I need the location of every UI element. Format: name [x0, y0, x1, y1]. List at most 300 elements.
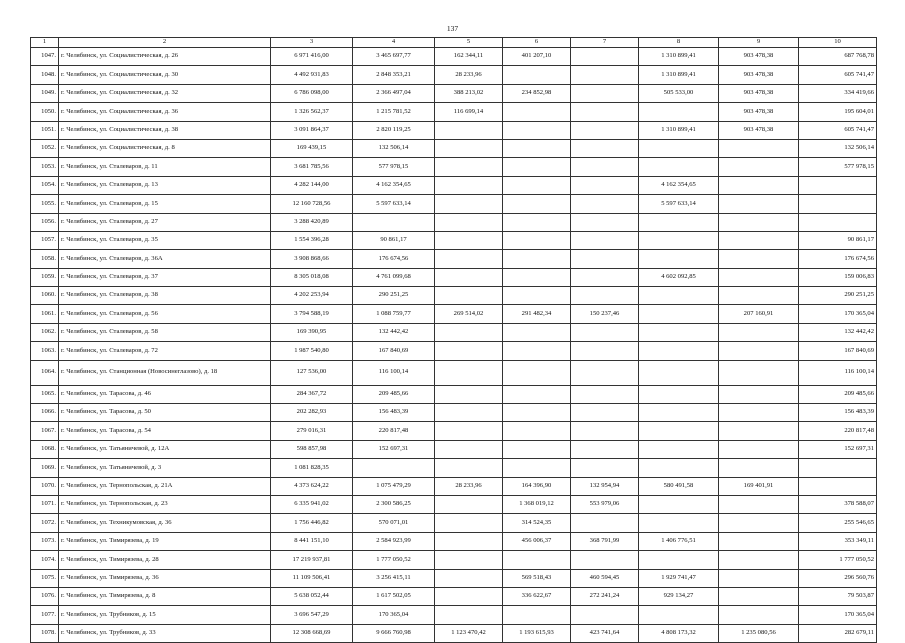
amount-cell: 1 987 540,80 [271, 342, 353, 360]
table-row [31, 514, 877, 532]
amount-cell: 5 597 633,14 [353, 195, 435, 213]
address-cell: г. Челябинск, ул. Тернопольская, д. 23 [59, 495, 271, 513]
amount-cell: 2 848 353,21 [353, 66, 435, 84]
amount-cell [719, 606, 799, 624]
amount-cell: 569 518,43 [503, 569, 571, 587]
table-row [31, 385, 877, 403]
amount-cell [639, 103, 719, 121]
amount-cell [639, 305, 719, 323]
row-number-cell: 1057. [31, 231, 59, 249]
amount-cell: 90 861,17 [799, 231, 877, 249]
amount-cell [571, 287, 639, 305]
amount-cell [435, 606, 503, 624]
amount-cell: 290 251,25 [799, 287, 877, 305]
amount-cell [719, 139, 799, 157]
table-row [31, 477, 877, 495]
amount-cell: 284 367,72 [271, 385, 353, 403]
amount-cell: 1 777 050,52 [799, 551, 877, 569]
amount-cell: 4 761 099,68 [353, 268, 435, 286]
amount-cell: 176 674,56 [799, 250, 877, 268]
address-cell: г. Челябинск, ул. Тарасова, д. 46 [59, 385, 271, 403]
amount-cell [799, 176, 877, 194]
amount-cell [503, 551, 571, 569]
table-row [31, 422, 877, 440]
amount-cell: 336 622,67 [503, 587, 571, 605]
amount-cell [503, 404, 571, 422]
amount-cell [503, 195, 571, 213]
table-row [31, 495, 877, 513]
amount-cell [571, 121, 639, 139]
amount-cell: 5 597 633,14 [639, 195, 719, 213]
row-number-cell: 1077. [31, 606, 59, 624]
amount-cell: 12 308 668,69 [271, 624, 353, 642]
amount-cell: 1 554 396,28 [271, 231, 353, 249]
amount-cell: 220 817,48 [353, 422, 435, 440]
amount-cell [719, 404, 799, 422]
amount-cell: 1 310 899,41 [639, 121, 719, 139]
table-row [31, 606, 877, 624]
row-number-cell: 1073. [31, 532, 59, 550]
amount-cell: 314 524,35 [503, 514, 571, 532]
register-table [30, 37, 877, 643]
amount-cell [719, 342, 799, 360]
table-row [31, 360, 877, 385]
amount-cell: 903 478,38 [719, 48, 799, 66]
amount-cell: 570 071,01 [353, 514, 435, 532]
amount-cell: 580 491,58 [639, 477, 719, 495]
amount-cell: 132 954,94 [571, 477, 639, 495]
amount-cell [571, 385, 639, 403]
column-header: 9 [719, 38, 799, 48]
table-row [31, 195, 877, 213]
amount-cell [435, 323, 503, 341]
amount-cell [503, 422, 571, 440]
amount-cell [639, 404, 719, 422]
amount-cell [639, 287, 719, 305]
amount-cell [435, 342, 503, 360]
amount-cell [719, 551, 799, 569]
address-cell: г. Челябинск, ул. Тернопольская, д. 21А [59, 477, 271, 495]
amount-cell [571, 323, 639, 341]
amount-cell: 169 390,95 [271, 323, 353, 341]
amount-cell [639, 250, 719, 268]
amount-cell: 156 483,39 [799, 404, 877, 422]
amount-cell [571, 459, 639, 477]
amount-cell [503, 139, 571, 157]
address-cell: г. Челябинск, ул. Сталеваров, д. 37 [59, 268, 271, 286]
amount-cell [435, 139, 503, 157]
amount-cell [639, 495, 719, 513]
row-number-cell: 1062. [31, 323, 59, 341]
amount-cell: 3 465 697,77 [353, 48, 435, 66]
amount-cell [435, 404, 503, 422]
amount-cell: 195 604,01 [799, 103, 877, 121]
amount-cell [719, 440, 799, 458]
amount-cell: 903 478,38 [719, 84, 799, 102]
table-row [31, 532, 877, 550]
amount-cell: 3 091 864,37 [271, 121, 353, 139]
amount-cell: 132 506,14 [353, 139, 435, 157]
amount-cell: 4 373 624,22 [271, 477, 353, 495]
address-cell: г. Челябинск, ул. Сталеваров, д. 38 [59, 287, 271, 305]
amount-cell: 334 419,66 [799, 84, 877, 102]
amount-cell: 282 679,11 [799, 624, 877, 642]
amount-cell: 3 794 588,19 [271, 305, 353, 323]
amount-cell: 152 697,31 [799, 440, 877, 458]
table-row [31, 213, 877, 231]
address-cell: г. Челябинск, ул. Сталеваров, д. 15 [59, 195, 271, 213]
table-row [31, 158, 877, 176]
amount-cell [503, 459, 571, 477]
address-cell: г. Челябинск, ул. Сталеваров, д. 72 [59, 342, 271, 360]
amount-cell: 90 861,17 [353, 231, 435, 249]
amount-cell [435, 195, 503, 213]
address-cell: г. Челябинск, ул. Социалистическая, д. 30 [59, 66, 271, 84]
amount-cell [435, 385, 503, 403]
amount-cell: 1 406 776,51 [639, 532, 719, 550]
table-row [31, 587, 877, 605]
amount-cell [503, 213, 571, 231]
amount-cell [571, 360, 639, 385]
address-cell: г. Челябинск, ул. Тимирязева, д. 36 [59, 569, 271, 587]
amount-cell [435, 495, 503, 513]
row-number-cell: 1065. [31, 385, 59, 403]
amount-cell: 3 908 868,66 [271, 250, 353, 268]
table-row [31, 84, 877, 102]
amount-cell [503, 231, 571, 249]
amount-cell: 903 478,38 [719, 103, 799, 121]
amount-cell: 164 396,90 [503, 477, 571, 495]
address-cell: г. Челябинск, ул. Социалистическая, д. 32 [59, 84, 271, 102]
amount-cell [639, 360, 719, 385]
amount-cell: 3 288 420,89 [271, 213, 353, 231]
table-row [31, 440, 877, 458]
amount-cell [639, 158, 719, 176]
amount-cell [639, 514, 719, 532]
amount-cell: 12 160 728,56 [271, 195, 353, 213]
amount-cell: 116 100,14 [353, 360, 435, 385]
amount-cell: 2 820 119,25 [353, 121, 435, 139]
address-cell: г. Челябинск, ул. Сталеваров, д. 13 [59, 176, 271, 194]
amount-cell [435, 250, 503, 268]
amount-cell: 132 442,42 [353, 323, 435, 341]
amount-cell [571, 48, 639, 66]
amount-cell [503, 158, 571, 176]
address-cell: г. Челябинск, ул. Трубников, д. 15 [59, 606, 271, 624]
amount-cell: 903 478,38 [719, 66, 799, 84]
amount-cell: 170 365,04 [799, 305, 877, 323]
amount-cell: 8 305 018,08 [271, 268, 353, 286]
row-number-cell: 1050. [31, 103, 59, 121]
row-number-cell: 1055. [31, 195, 59, 213]
table-row [31, 323, 877, 341]
address-cell: г. Челябинск, ул. Татьяничевой, д. 3 [59, 459, 271, 477]
table-row [31, 569, 877, 587]
amount-cell: 152 697,31 [353, 440, 435, 458]
amount-cell [639, 139, 719, 157]
amount-cell: 1 310 899,41 [639, 66, 719, 84]
amount-cell: 3 681 785,56 [271, 158, 353, 176]
amount-cell: 169 439,15 [271, 139, 353, 157]
row-number-cell: 1061. [31, 305, 59, 323]
amount-cell: 220 817,48 [799, 422, 877, 440]
amount-cell [799, 213, 877, 231]
amount-cell: 202 282,93 [271, 404, 353, 422]
amount-cell: 1 310 899,41 [639, 48, 719, 66]
amount-cell: 4 492 931,83 [271, 66, 353, 84]
amount-cell: 116 699,14 [435, 103, 503, 121]
amount-cell: 598 857,98 [271, 440, 353, 458]
amount-cell: 456 006,37 [503, 532, 571, 550]
amount-cell: 1 617 502,05 [353, 587, 435, 605]
amount-cell [571, 213, 639, 231]
column-header: 6 [503, 38, 571, 48]
address-cell: г. Челябинск, ул. Социалистическая, д. 38 [59, 121, 271, 139]
table-row [31, 287, 877, 305]
amount-cell [719, 287, 799, 305]
amount-cell: 2 366 497,04 [353, 84, 435, 102]
amount-cell [571, 440, 639, 458]
amount-cell [435, 422, 503, 440]
address-cell: г. Челябинск, ул. Социалистическая, д. 26 [59, 48, 271, 66]
table-row [31, 231, 877, 249]
amount-cell: 156 483,39 [353, 404, 435, 422]
amount-cell: 4 602 092,85 [639, 268, 719, 286]
table-row [31, 250, 877, 268]
amount-cell: 279 016,31 [271, 422, 353, 440]
row-number-cell: 1048. [31, 66, 59, 84]
row-number-cell: 1058. [31, 250, 59, 268]
amount-cell [503, 360, 571, 385]
row-number-cell: 1064. [31, 360, 59, 385]
row-number-cell: 1053. [31, 158, 59, 176]
amount-cell [503, 440, 571, 458]
column-header: 7 [571, 38, 639, 48]
amount-cell: 79 503,87 [799, 587, 877, 605]
amount-cell [639, 231, 719, 249]
row-number-cell: 1054. [31, 176, 59, 194]
amount-cell [571, 66, 639, 84]
amount-cell [639, 323, 719, 341]
amount-cell [719, 514, 799, 532]
amount-cell [719, 231, 799, 249]
row-number-cell: 1060. [31, 287, 59, 305]
amount-cell [571, 195, 639, 213]
amount-cell: 127 536,00 [271, 360, 353, 385]
amount-cell: 1 123 470,42 [435, 624, 503, 642]
address-cell: г. Челябинск, ул. Тимирязева, д. 28 [59, 551, 271, 569]
amount-cell [719, 213, 799, 231]
amount-cell [719, 323, 799, 341]
amount-cell [435, 268, 503, 286]
row-number-cell: 1075. [31, 569, 59, 587]
amount-cell: 2 584 923,99 [353, 532, 435, 550]
amount-cell [571, 176, 639, 194]
amount-cell [719, 385, 799, 403]
amount-cell: 1 929 741,47 [639, 569, 719, 587]
amount-cell: 6 786 098,00 [271, 84, 353, 102]
amount-cell [639, 342, 719, 360]
table-row [31, 551, 877, 569]
amount-cell [719, 569, 799, 587]
amount-cell: 1 368 019,12 [503, 495, 571, 513]
amount-cell [719, 158, 799, 176]
amount-cell [503, 121, 571, 139]
amount-cell [571, 268, 639, 286]
amount-cell [799, 459, 877, 477]
amount-cell [435, 514, 503, 532]
amount-cell [719, 459, 799, 477]
column-header: 5 [435, 38, 503, 48]
amount-cell: 272 241,24 [571, 587, 639, 605]
table-row [31, 139, 877, 157]
row-number-cell: 1068. [31, 440, 59, 458]
amount-cell: 4 808 173,32 [639, 624, 719, 642]
table-row [31, 176, 877, 194]
amount-cell: 4 282 144,00 [271, 176, 353, 194]
row-number-cell: 1070. [31, 477, 59, 495]
amount-cell [719, 250, 799, 268]
amount-cell [435, 551, 503, 569]
amount-cell: 505 533,00 [639, 84, 719, 102]
amount-cell [571, 84, 639, 102]
amount-cell [435, 213, 503, 231]
amount-cell [435, 121, 503, 139]
amount-cell [719, 176, 799, 194]
row-number-cell: 1071. [31, 495, 59, 513]
table-row [31, 404, 877, 422]
amount-cell [639, 440, 719, 458]
amount-cell: 553 979,06 [571, 495, 639, 513]
amount-cell [639, 422, 719, 440]
amount-cell [435, 360, 503, 385]
amount-cell: 209 485,66 [799, 385, 877, 403]
row-number-cell: 1047. [31, 48, 59, 66]
amount-cell [503, 268, 571, 286]
amount-cell [571, 158, 639, 176]
amount-cell [571, 231, 639, 249]
amount-cell: 401 207,10 [503, 48, 571, 66]
table-row [31, 268, 877, 286]
address-cell: г. Челябинск, ул. Станционная (Новосинеглазово), д. 18 [59, 360, 271, 385]
column-header: 2 [59, 38, 271, 48]
amount-cell: 1 193 615,93 [503, 624, 571, 642]
amount-cell: 159 006,83 [799, 268, 877, 286]
amount-cell: 687 768,78 [799, 48, 877, 66]
amount-cell [353, 213, 435, 231]
amount-cell [719, 532, 799, 550]
amount-cell: 4 162 354,65 [639, 176, 719, 194]
amount-cell: 176 674,56 [353, 250, 435, 268]
amount-cell [503, 176, 571, 194]
amount-cell [719, 268, 799, 286]
address-cell: г. Челябинск, ул. Татьяничевой, д. 12А [59, 440, 271, 458]
table-body [31, 38, 877, 643]
amount-cell [719, 195, 799, 213]
amount-cell [503, 342, 571, 360]
amount-cell: 9 666 760,98 [353, 624, 435, 642]
column-header: 3 [271, 38, 353, 48]
address-cell: г. Челябинск, ул. Тарасова, д. 54 [59, 422, 271, 440]
amount-cell [503, 606, 571, 624]
address-cell: г. Челябинск, ул. Социалистическая, д. 36 [59, 103, 271, 121]
amount-cell: 605 741,47 [799, 121, 877, 139]
amount-cell: 1 215 781,52 [353, 103, 435, 121]
amount-cell: 2 300 586,25 [353, 495, 435, 513]
table-row [31, 48, 877, 66]
amount-cell [571, 342, 639, 360]
amount-cell [639, 213, 719, 231]
amount-cell [571, 250, 639, 268]
amount-cell: 388 213,02 [435, 84, 503, 102]
amount-cell [435, 158, 503, 176]
amount-cell: 170 365,04 [799, 606, 877, 624]
amount-cell: 209 485,66 [353, 385, 435, 403]
amount-cell: 8 441 151,10 [271, 532, 353, 550]
amount-cell: 1 075 479,29 [353, 477, 435, 495]
amount-cell [435, 231, 503, 249]
table-row [31, 305, 877, 323]
amount-cell: 460 594,45 [571, 569, 639, 587]
column-header: 4 [353, 38, 435, 48]
amount-cell [353, 459, 435, 477]
amount-cell [571, 606, 639, 624]
amount-cell [639, 606, 719, 624]
amount-cell [503, 66, 571, 84]
amount-cell: 269 514,02 [435, 305, 503, 323]
amount-cell: 11 109 506,41 [271, 569, 353, 587]
amount-cell: 169 401,91 [719, 477, 799, 495]
amount-cell: 28 233,96 [435, 477, 503, 495]
amount-cell: 368 791,99 [571, 532, 639, 550]
amount-cell [435, 440, 503, 458]
table-row [31, 121, 877, 139]
amount-cell [503, 287, 571, 305]
amount-cell: 4 162 354,65 [353, 176, 435, 194]
amount-cell [435, 587, 503, 605]
amount-cell: 1 777 050,52 [353, 551, 435, 569]
amount-cell [435, 532, 503, 550]
row-number-cell: 1066. [31, 404, 59, 422]
row-number-cell: 1078. [31, 624, 59, 642]
amount-cell [503, 385, 571, 403]
amount-cell: 296 560,76 [799, 569, 877, 587]
amount-cell: 1 326 562,37 [271, 103, 353, 121]
amount-cell: 3 696 547,29 [271, 606, 353, 624]
row-number-cell: 1049. [31, 84, 59, 102]
amount-cell: 17 219 937,81 [271, 551, 353, 569]
amount-cell [639, 551, 719, 569]
address-cell: г. Челябинск, ул. Техникумовская, д. 36 [59, 514, 271, 532]
address-cell: г. Челябинск, ул. Тимирязева, д. 8 [59, 587, 271, 605]
amount-cell [571, 422, 639, 440]
amount-cell [719, 360, 799, 385]
amount-cell: 6 971 416,00 [271, 48, 353, 66]
amount-cell: 162 344,11 [435, 48, 503, 66]
row-number-cell: 1059. [31, 268, 59, 286]
column-header: 8 [639, 38, 719, 48]
row-number-cell: 1074. [31, 551, 59, 569]
amount-cell: 167 840,69 [799, 342, 877, 360]
amount-cell [435, 459, 503, 477]
amount-cell: 4 202 253,94 [271, 287, 353, 305]
row-number-cell: 1067. [31, 422, 59, 440]
row-number-cell: 1051. [31, 121, 59, 139]
address-cell: г. Челябинск, ул. Сталеваров, д. 56 [59, 305, 271, 323]
amount-cell: 291 482,34 [503, 305, 571, 323]
amount-cell: 167 840,69 [353, 342, 435, 360]
amount-cell [639, 459, 719, 477]
